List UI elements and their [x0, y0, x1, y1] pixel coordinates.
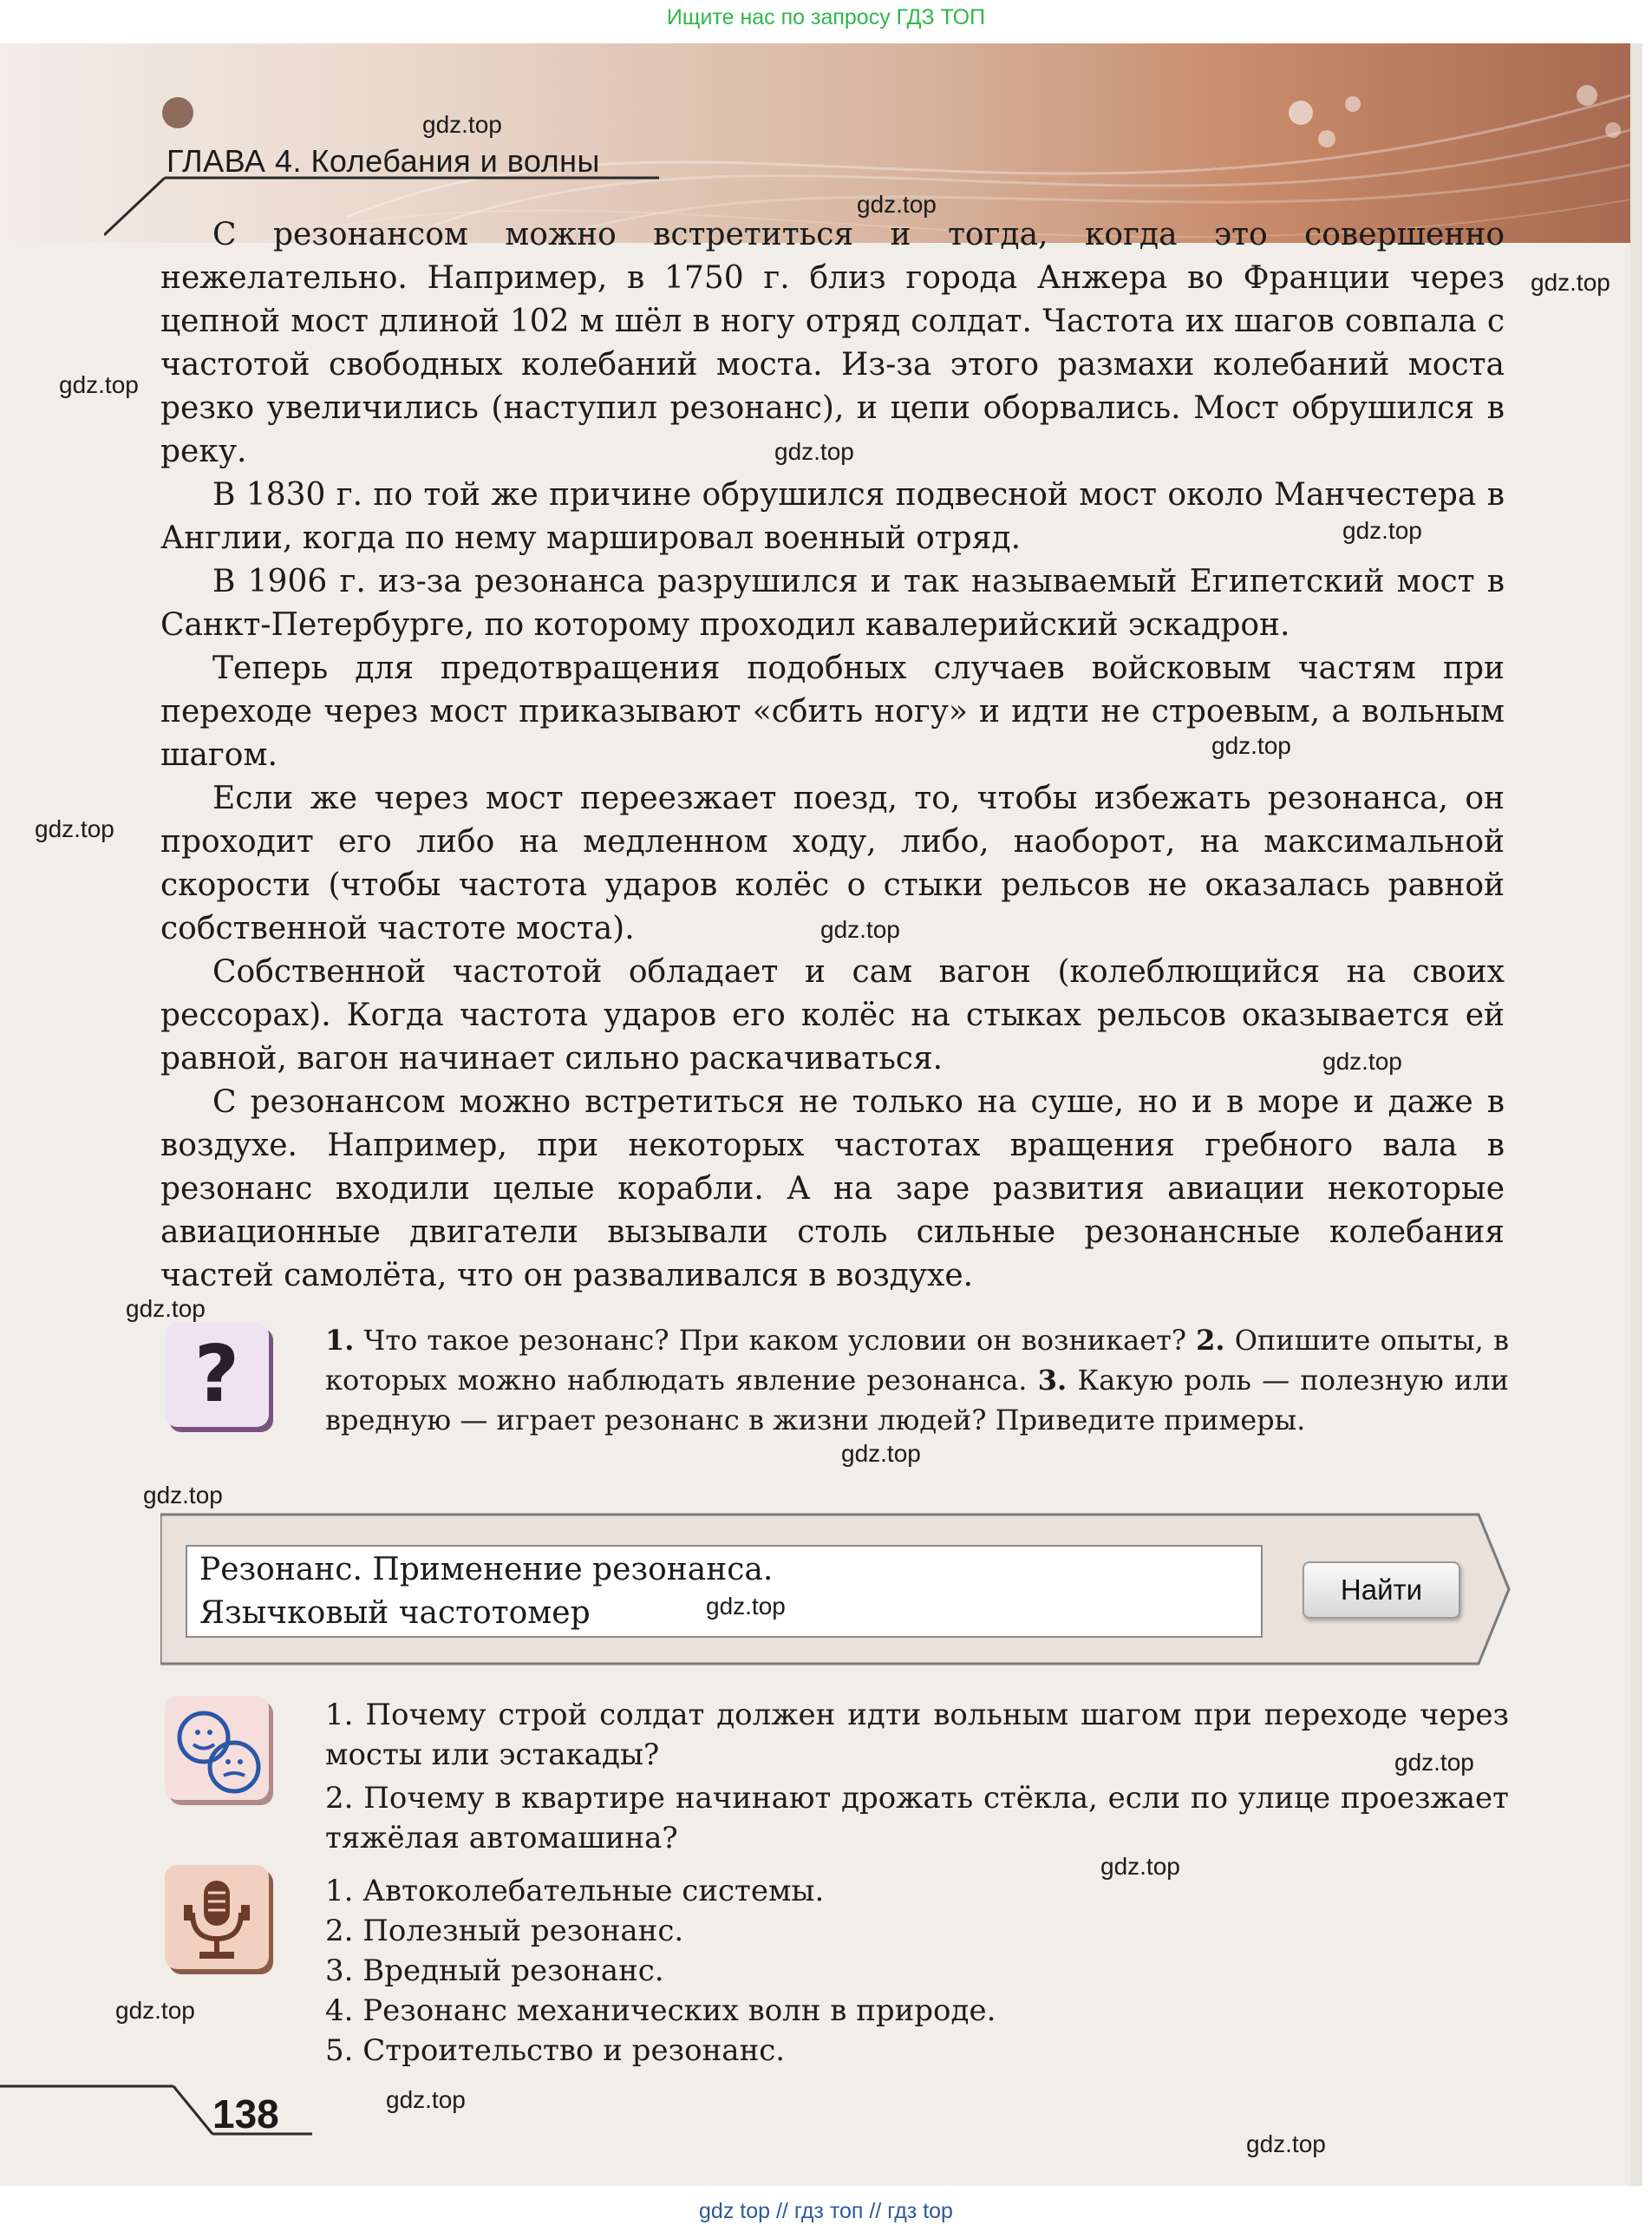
question-text: Опишите опыты, в которых можно наблюдать явление резонанса. — [325, 1324, 1509, 1397]
topic-item: 1. Автоколебательные системы. — [325, 1874, 825, 1908]
watermark: gdz.top — [841, 1440, 921, 1467]
question-number: 1. — [325, 1324, 355, 1357]
task-item: 2. Почему в квартире начинают дрожать стёкла, если по улице проезжает тяжёлая автомашина? — [325, 1781, 1509, 1855]
question-text: Что такое резонанс? При каком условии он возникает? — [363, 1324, 1186, 1357]
body-text — [160, 213, 1505, 1298]
project-topics — [325, 1871, 1192, 2071]
watermark: gdz.top — [820, 916, 900, 943]
watermark: gdz.top — [1211, 732, 1291, 759]
topic-item: 4. Резонанс механических волн в природе. — [325, 1993, 996, 2028]
chapter-title: ГЛАВА 4. Колебания и волны — [167, 143, 600, 179]
watermark: gdz.top — [143, 1482, 223, 1508]
watermark: gdz.top — [1531, 269, 1610, 296]
paragraph: Собственной частотой обладает и сам вагон (колеблющийся на своих рессорах). Когда частота ударов его колёс на стыках рельсов оказывается ей равной, вагон начинает сильно раскачиваться. — [160, 954, 1505, 1076]
question-number: 3. — [1037, 1364, 1068, 1397]
paragraph: В 1906 г. из-за резонанса разрушился и так называемый Египетский мост в Санкт-Петербурге, по которому проходил кавалерийский эскадрон. — [160, 564, 1505, 643]
search-query-line: Язычковый частотомер — [199, 1595, 591, 1631]
review-questions — [325, 1320, 1509, 1440]
paragraph: Теперь для предотвращения подобных случаев войсковым частям при переходе через мост приказывают «сбить ногу» и идти не строевым, а вольным шагом. — [160, 651, 1505, 773]
topic-item: 3. Вредный резонанс. — [325, 1953, 664, 1988]
page-number-rule — [0, 2078, 347, 2147]
question-number: 2. — [1196, 1324, 1225, 1357]
find-button[interactable]: Найти — [1303, 1561, 1460, 1619]
watermark: gdz.top — [1100, 1853, 1180, 1880]
discussion-icon — [165, 1696, 269, 1800]
watermark: gdz.top — [35, 815, 114, 842]
footer-links: gdz top // гдз топ // гдз top — [699, 2199, 953, 2223]
question-mark-icon: ? — [165, 1323, 269, 1427]
paragraph: Если же через мост переезжает поезд, то, чтобы избежать резонанса, он проходит его либо на медленном ходу, либо, наоборот, на максимальной скорости (чтобы частота ударов колёс о стыки рельсов не оказалась равной собственной частоте моста). — [160, 781, 1505, 946]
paragraph: С резонансом можно встретиться и тогда, когда это совершенно нежелательно. Например, в 1750 г. близ города Анжера во Франции через цепной мост длиной 102 м шёл в ногу отряд солдат. Частота их шагов совпала с частотой свободных колебаний моста. Из-за этого размахи колебаний моста резко увеличились (наступил резонанс), и цепи оборвались. Мост обрушился в реку. — [160, 217, 1505, 469]
paragraph: С резонансом можно встретиться не только на суше, но и в море и даже в воздухе. Например, при некоторых частотах вращения гребного вала в резонанс входили целые корабли. А на заре развития авиации некоторые авиационные двигатели вызывали столь сильные резонансные колебания частей самолёта, что он разваливался в воздухе. — [160, 1084, 1505, 1293]
search-query-line: Резонанс. Применение резонанса. — [199, 1552, 774, 1587]
watermark: gdz.top — [126, 1295, 206, 1322]
question-text: Какую роль — полезную или вредную — играет резонанс в жизни людей? Приведите примеры. — [325, 1364, 1510, 1436]
search-query-field[interactable] — [199, 1548, 1223, 1635]
paragraph: В 1830 г. по той же причине обрушился подвесной мост около Манчестера в Англии, когда по нему маршировал военный отряд. — [160, 477, 1505, 556]
top-banner: Ищите нас по запросу ГДЗ ТОП — [666, 5, 986, 29]
watermark: gdz.top — [422, 111, 502, 138]
watermark: gdz.top — [857, 191, 937, 218]
watermark: gdz.top — [706, 1593, 786, 1620]
task-item: 1. Почему строй солдат должен идти вольным шагом при переходе через мосты или эстакады? — [325, 1698, 1509, 1772]
watermark: gdz.top — [59, 371, 139, 398]
watermark: gdz.top — [1342, 517, 1422, 544]
watermark: gdz.top — [115, 1997, 195, 2024]
microphone-icon — [165, 1865, 269, 1969]
watermark: gdz.top — [386, 2086, 466, 2113]
watermark: gdz.top — [1394, 1749, 1474, 1776]
discussion-tasks — [325, 1695, 1509, 1862]
watermark: gdz.top — [774, 438, 854, 465]
topic-item: 5. Строительство и резонанс. — [325, 2033, 786, 2068]
watermark: gdz.top — [1322, 1048, 1402, 1075]
topic-item: 2. Полезный резонанс. — [325, 1914, 684, 1948]
watermark: gdz.top — [1246, 2130, 1326, 2157]
page-number: 138 — [212, 2091, 279, 2137]
